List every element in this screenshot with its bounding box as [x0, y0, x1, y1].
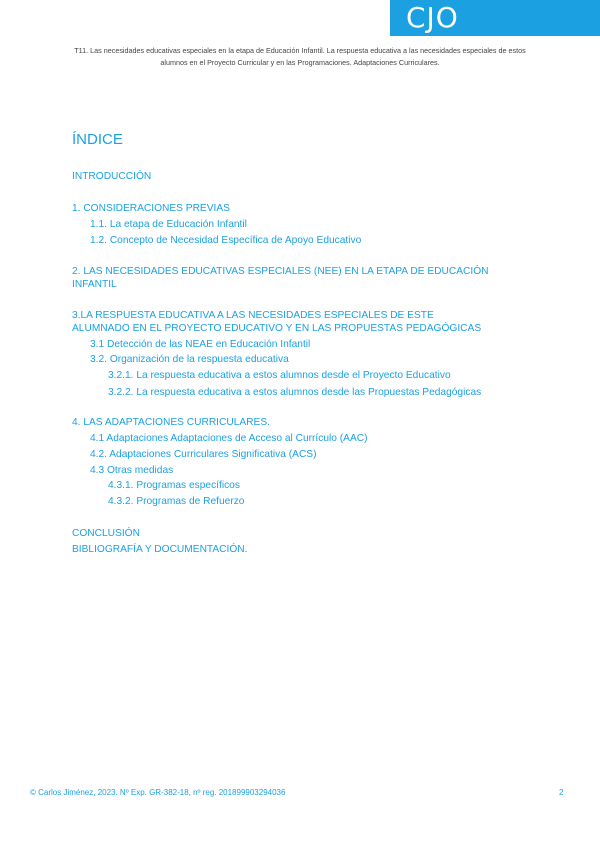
toc-entry-section-4[interactable]: 4. LAS ADAPTACIONES CURRICULARES.	[72, 417, 270, 428]
toc-entry-section-3-cont[interactable]: ALUMNADO EN EL PROYECTO EDUCATIVO Y EN LAS PROPUESTAS PEDAGÓGICAS	[72, 323, 482, 334]
toc-entry-4-1[interactable]: 4.1 Adaptaciones Adaptaciones de Acceso al Currículo (AAC)	[90, 433, 368, 444]
toc-entry-4-3-1[interactable]: 4.3.1. Programas específicos	[108, 480, 240, 491]
document-subtitle	[35, 45, 565, 69]
toc-entry-1-1[interactable]: 1.1. La etapa de Educación Infantil	[90, 219, 247, 230]
toc-entry-3-2-1[interactable]: 3.2.1. La respuesta educativa a estos alumnos desde el Proyecto Educativo	[108, 370, 451, 381]
subtitle-line: alumnos en el Proyecto Curricular y en las Programaciones. Adaptaciones Curriculares.	[160, 58, 440, 67]
footer-copyright: © Carlos Jiménez, 2023. Nº Exp. GR-382-18, nº reg. 201899903294036	[30, 788, 286, 797]
toc-entry-3-2-2[interactable]: 3.2.2. La respuesta educativa a estos alumnos desde las Propuestas Pedagógicas	[108, 387, 482, 398]
logo: CJO	[406, 1, 459, 34]
toc-entry-1-2[interactable]: 1.2. Concepto de Necesidad Específica de Apoyo Educativo	[90, 235, 362, 246]
toc-entry-section-2-cont[interactable]: INFANTIL	[72, 279, 117, 290]
toc-title: ÍNDICE	[72, 131, 123, 148]
toc-entry-introduction[interactable]: INTRODUCCIÓN	[72, 171, 152, 182]
toc-entry-3-2[interactable]: 3.2. Organización de la respuesta educativa	[90, 354, 289, 365]
toc-entry-bibliography[interactable]: BIBLIOGRAFÍA Y DOCUMENTACIÓN.	[72, 544, 248, 555]
toc-entry-4-2[interactable]: 4.2. Adaptaciones Curriculares Significativa (ACS)	[90, 449, 317, 460]
logo-banner	[390, 0, 600, 36]
toc-entry-conclusion[interactable]: CONCLUSIÓN	[72, 528, 140, 539]
toc-entry-section-3[interactable]: 3.LA RESPUESTA EDUCATIVA A LAS NECESIDADES ESPECIALES DE ESTE	[72, 310, 434, 321]
toc-entry-3-1[interactable]: 3.1 Detección de las NEAE en Educación Infantil	[90, 339, 311, 350]
subtitle-line: T11. Las necesidades educativas especiales en la etapa de Educación Infantil. La respuesta educativa a las necesidades especiales de estos	[74, 46, 526, 55]
toc-entry-4-3-2[interactable]: 4.3.2. Programas de Refuerzo	[108, 496, 245, 507]
page-number: 2	[559, 788, 564, 797]
toc-entry-section-1[interactable]: 1. CONSIDERACIONES PREVIAS	[72, 203, 230, 214]
toc-entry-section-2[interactable]: 2. LAS NECESIDADES EDUCATIVAS ESPECIALES (NEE) EN LA ETAPA DE EDUCACIÓN	[72, 266, 489, 277]
toc-entry-4-3[interactable]: 4.3 Otras medidas	[90, 465, 174, 476]
